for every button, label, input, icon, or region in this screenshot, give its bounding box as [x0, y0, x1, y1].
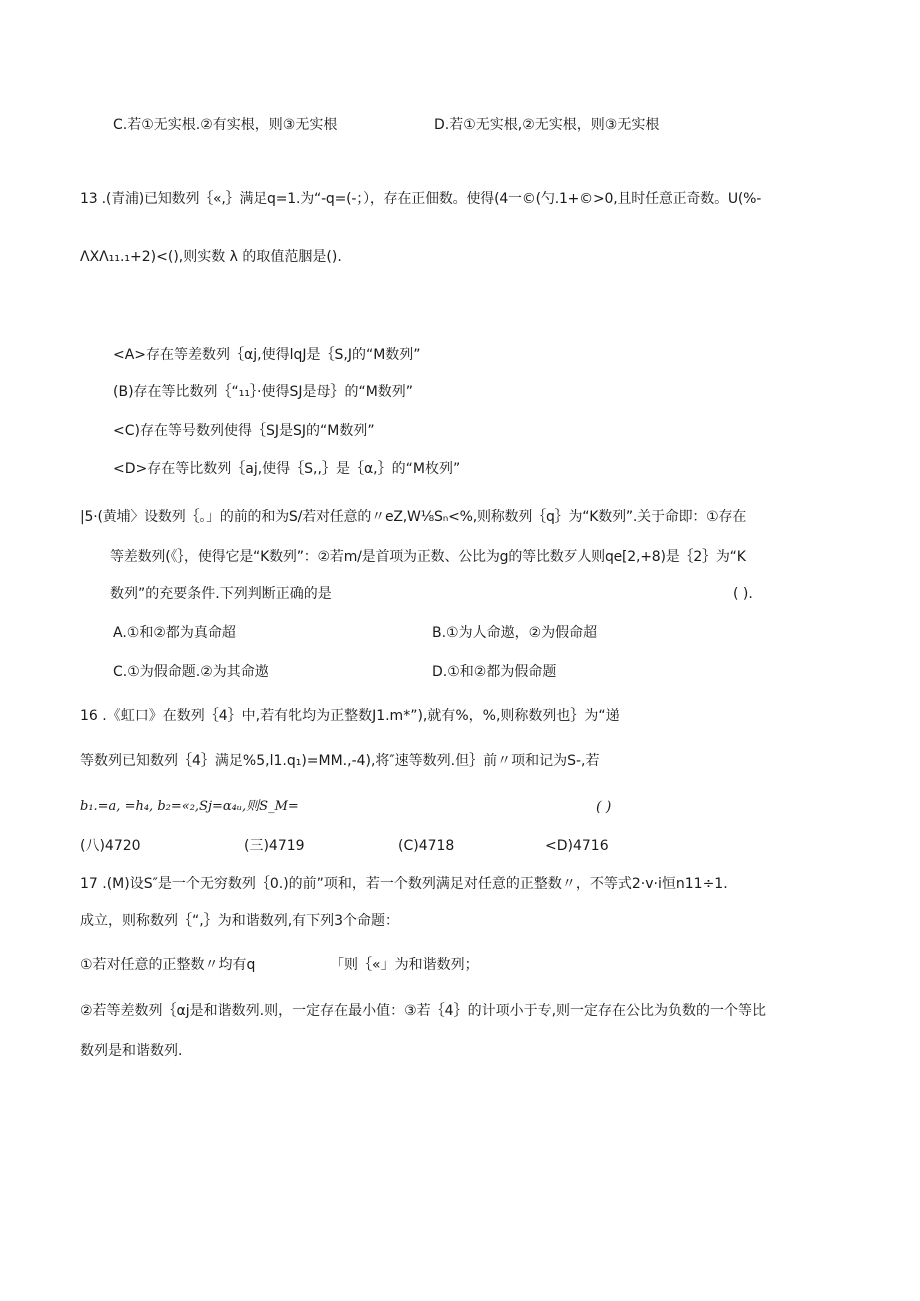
q12-option-c: C.若①无实根.②有实根，则③无实根	[113, 117, 338, 133]
q13-stem-line2: ΛXΛ₁₁.₁+2)<(),则实数 λ 的取值范胭是().	[80, 249, 342, 265]
q17-stem-line2: 成立，则称数列｛“,｝为和谐数列,有下列3个命题：	[80, 913, 400, 929]
q17-stem-line1: 17 .(M)设S″是一个无穷数列｛0.)的前”项和，若一个数列满足对任意的正整数〃，不等式2·v·i恒n11÷1.	[80, 876, 728, 892]
q16-stem-line1: 16 .《虹口》在数列｛4｝中,若有牝均为正整数J1.m*”),就有%，%,则称数列也｝为“递	[80, 708, 620, 724]
q16-answer-paren: ( )	[596, 799, 612, 815]
q16-option-b: (三)4719	[244, 838, 305, 854]
q15-option-a: A.①和②都为真命超	[113, 625, 236, 641]
q15-stem-line2: 等差数列(《｝，使得它是“K数列”：②若m/是首项为正数、公比为g的等比数歹人则qe[2,+8)是｛2｝为“K	[110, 549, 746, 565]
q13-option-d: <D>存在等比数列｛aj,使得｛S,,｝是｛α,｝的“M枚列”	[113, 461, 461, 477]
q17-proposition-2-3: ②若等差数列｛αj是和谐数列.则，一定存在最小值：③若｛4｝的计项小于专,则一定存在公比为负数的一个等比	[80, 1003, 767, 1019]
q13-option-b: (B)存在等比数列｛“₁₁｝·使得SJ是母｝的“M数列”	[113, 384, 414, 400]
q17-continuation: 数列是和谐数列.	[80, 1043, 183, 1059]
q15-option-d: D.①和②都为假命题	[432, 664, 557, 680]
q13-stem-line1: 13 .(青浦)已知数列｛«,｝满足q=1.为“-q=(-；），存在正佃数。使得(4一©(勺.1+©>0,且时任意正奇数。U(%-	[80, 191, 762, 207]
q16-option-a: (八)4720	[80, 838, 141, 854]
q15-stem-line3: 数列”的充要条件.下列判断正确的是	[110, 586, 332, 602]
q15-stem-line1: |5·(黄埔〉设数列｛。」的前的和为S/若对任意的〃eZ,W⅛Sₙ<%,则称数列｛q｝为“K数列”.关于命即：①存在	[80, 509, 747, 525]
q13-option-c: <C)存在等号数列使得｛SJ是SJ的“M数列”	[113, 423, 375, 439]
q16-option-d: <D)4716	[545, 838, 609, 854]
q15-answer-paren: ( ).	[733, 586, 753, 602]
q17-proposition-1b: 「则｛«」为和谐数列；	[330, 957, 479, 973]
q16-option-c: (C)4718	[398, 838, 455, 854]
q15-option-b: B.①为人命遨，②为假命超	[432, 625, 598, 641]
q17-proposition-1a: ①若对任意的正整数〃均有q	[80, 957, 256, 973]
q13-option-a: <A>存在等差数列｛αj,使得lqJ是｛S,J的“M数列”	[113, 347, 421, 363]
q16-stem-line2: 等数列已知数列｛4｝满足%5,l1.q₁)=MM.,-4),将″速等数列.但｝前〃项和记为S-,若	[80, 753, 600, 769]
q15-option-c: C.①为假命题.②为其命遨	[113, 664, 269, 680]
q16-stem-line3: b₁.=a, =h₄, b₂=«₂,Sj=α₄ᵤ,则S_M=	[80, 799, 299, 814]
q12-option-d: D.若①无实根,②无实根，则③无实根	[434, 117, 660, 133]
